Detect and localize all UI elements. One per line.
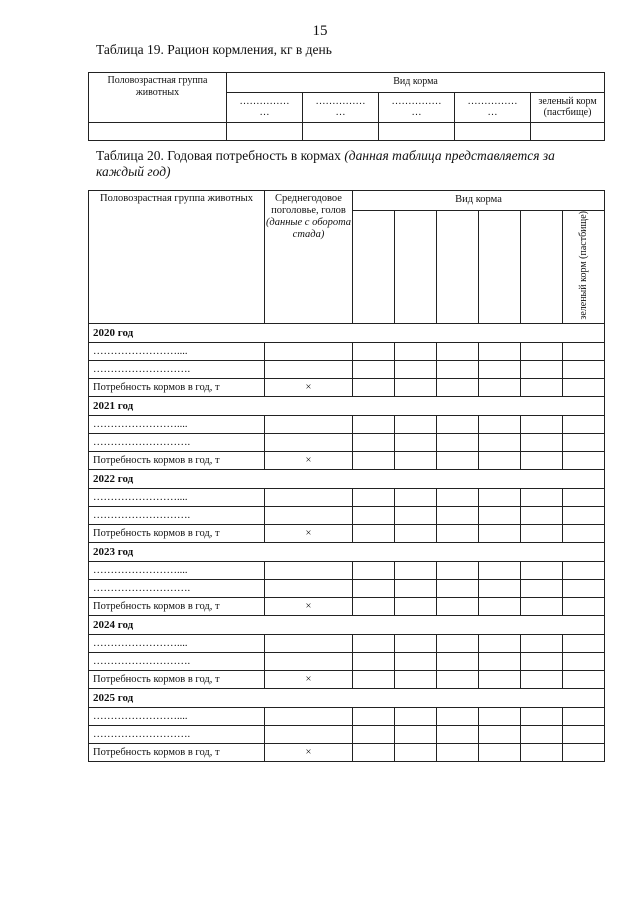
- table-cell: [395, 451, 437, 469]
- group-header: Половозрастная группа животных: [89, 73, 227, 123]
- table-cell: [265, 506, 353, 524]
- table-cell: [563, 451, 605, 469]
- table-cell: [395, 725, 437, 743]
- table-cell: [353, 652, 395, 670]
- table-cell: [563, 433, 605, 451]
- table-cell: [455, 123, 531, 141]
- feed-placeholder-1: …………… …: [227, 93, 303, 123]
- green-feed-header: зеленый корм (пастбище): [531, 93, 605, 123]
- table-cell: [521, 561, 563, 579]
- group-row-placeholder: ……………………....: [89, 561, 265, 579]
- table-cell: [395, 378, 437, 396]
- table-cell: [265, 488, 353, 506]
- table-cell: [479, 725, 521, 743]
- table-cell: [353, 360, 395, 378]
- group-row-placeholder: ……………………....: [89, 634, 265, 652]
- annual-need-label: Потребность кормов в год, т: [89, 451, 265, 469]
- table-cell: [395, 433, 437, 451]
- table-cell: [395, 360, 437, 378]
- feed-placeholder-3: …………… …: [379, 93, 455, 123]
- table-cell: [437, 211, 479, 324]
- table-cell: [563, 415, 605, 433]
- table-cell: [437, 506, 479, 524]
- annual-need-label: Потребность кормов в год, т: [89, 597, 265, 615]
- table-cell: [265, 707, 353, 725]
- table-cell: [303, 123, 379, 141]
- table-cell: [521, 670, 563, 688]
- table-cell: [521, 451, 563, 469]
- table-cell: [265, 415, 353, 433]
- table-cell: [479, 707, 521, 725]
- table-cell: [437, 433, 479, 451]
- group-row-placeholder: ……………………....: [89, 415, 265, 433]
- table-cell: [265, 360, 353, 378]
- table-cell: [479, 634, 521, 652]
- table-cell: [479, 506, 521, 524]
- cross-mark: ×: [265, 597, 353, 615]
- year-heading: 2020 год: [89, 323, 605, 342]
- table-cell: [265, 652, 353, 670]
- table-cell: [353, 506, 395, 524]
- group-row-placeholder: ……………………....: [89, 488, 265, 506]
- group-row-placeholder: ……………………….: [89, 579, 265, 597]
- year-heading: 2023 год: [89, 542, 605, 561]
- table-cell: [437, 488, 479, 506]
- table-cell: [437, 451, 479, 469]
- table-cell: [479, 652, 521, 670]
- table-cell: [437, 670, 479, 688]
- table-cell: [265, 725, 353, 743]
- table-cell: [395, 670, 437, 688]
- table-cell: [521, 342, 563, 360]
- table-cell: [521, 634, 563, 652]
- table-cell: [395, 652, 437, 670]
- table-cell: [479, 743, 521, 761]
- table-cell: [353, 342, 395, 360]
- table-cell: [437, 360, 479, 378]
- table-cell: [479, 211, 521, 324]
- table-cell: [563, 743, 605, 761]
- table-cell: [521, 743, 563, 761]
- table-cell: [353, 597, 395, 615]
- table-cell: [563, 579, 605, 597]
- feed-type-header: Вид корма: [353, 191, 605, 211]
- cross-mark: ×: [265, 451, 353, 469]
- group-row-placeholder: ……………………….: [89, 360, 265, 378]
- table-cell: [563, 652, 605, 670]
- table-cell: [437, 415, 479, 433]
- cross-mark: ×: [265, 670, 353, 688]
- table-cell: [353, 488, 395, 506]
- table-cell: [479, 433, 521, 451]
- table-cell: [89, 123, 227, 141]
- table-cell: [563, 506, 605, 524]
- annual-feed-need-table: [88, 190, 605, 762]
- table-cell: [395, 524, 437, 542]
- table-cell: [353, 451, 395, 469]
- table-cell: [479, 524, 521, 542]
- table-cell: [479, 670, 521, 688]
- table-cell: [353, 707, 395, 725]
- table-cell: [563, 378, 605, 396]
- year-heading: 2025 год: [89, 688, 605, 707]
- table-cell: [563, 561, 605, 579]
- group-row-placeholder: ……………………….: [89, 725, 265, 743]
- group-row-placeholder: ……………………....: [89, 342, 265, 360]
- table-cell: [521, 725, 563, 743]
- table-cell: [479, 561, 521, 579]
- table-cell: [479, 342, 521, 360]
- table-cell: [479, 415, 521, 433]
- table-cell: [353, 378, 395, 396]
- feed-placeholder-4: …………… …: [455, 93, 531, 123]
- group-header: Половозрастная группа животных: [89, 191, 265, 324]
- table-cell: [265, 579, 353, 597]
- table19-caption: Таблица 19. Рацион кормления, кг в день: [96, 42, 332, 57]
- table-cell: [395, 342, 437, 360]
- table-cell: [479, 579, 521, 597]
- table-cell: [479, 597, 521, 615]
- table-cell: [395, 211, 437, 324]
- table-cell: [353, 433, 395, 451]
- table20-caption: Таблица 20. Годовая потребность в кормах (данная таблица представляется за каждый год): [96, 148, 555, 179]
- table-cell: [395, 506, 437, 524]
- table-cell: [521, 524, 563, 542]
- table-cell: [521, 506, 563, 524]
- annual-need-label: Потребность кормов в год, т: [89, 378, 265, 396]
- annual-need-label: Потребность кормов в год, т: [89, 524, 265, 542]
- group-row-placeholder: ……………………....: [89, 707, 265, 725]
- table-cell: [353, 415, 395, 433]
- table-cell: [265, 634, 353, 652]
- table-cell: [395, 634, 437, 652]
- table-cell: [437, 561, 479, 579]
- annual-need-label: Потребность кормов в год, т: [89, 670, 265, 688]
- table-cell: [521, 433, 563, 451]
- table-cell: [521, 652, 563, 670]
- table-cell: [353, 725, 395, 743]
- table-cell: [395, 579, 437, 597]
- table-cell: [521, 707, 563, 725]
- group-row-placeholder: ……………………….: [89, 506, 265, 524]
- year-heading: 2022 год: [89, 469, 605, 488]
- table-cell: [521, 488, 563, 506]
- table-cell: [353, 634, 395, 652]
- table-cell: [353, 524, 395, 542]
- table-cell: [521, 211, 563, 324]
- table-cell: [437, 579, 479, 597]
- table-cell: [437, 743, 479, 761]
- year-heading: 2024 год: [89, 615, 605, 634]
- table-cell: [563, 524, 605, 542]
- table-cell: [437, 342, 479, 360]
- cross-mark: ×: [265, 524, 353, 542]
- table-cell: [479, 378, 521, 396]
- table-cell: [353, 670, 395, 688]
- feeding-ration-table: [88, 72, 605, 141]
- table-cell: [563, 707, 605, 725]
- page-number: 15: [312, 23, 328, 39]
- feed-type-header: Вид корма: [227, 73, 605, 93]
- table-cell: [395, 415, 437, 433]
- table-cell: [563, 488, 605, 506]
- table-cell: [521, 579, 563, 597]
- table-cell: [479, 488, 521, 506]
- table-cell: [563, 597, 605, 615]
- table-cell: [563, 670, 605, 688]
- group-row-placeholder: ……………………….: [89, 433, 265, 451]
- table-cell: [521, 360, 563, 378]
- table-cell: [395, 707, 437, 725]
- green-feed-header: зеленый корм (пастбище): [563, 211, 605, 324]
- table-cell: [563, 342, 605, 360]
- table-cell: [395, 488, 437, 506]
- table-cell: [437, 707, 479, 725]
- table-cell: [265, 561, 353, 579]
- table-cell: [265, 433, 353, 451]
- cross-mark: ×: [265, 743, 353, 761]
- year-heading: 2021 год: [89, 396, 605, 415]
- table-cell: [379, 123, 455, 141]
- avg-herd-header: Среднегодовое поголовье, голов (данные с оборота стада): [265, 191, 353, 324]
- table-cell: [353, 579, 395, 597]
- table-cell: [521, 378, 563, 396]
- table-cell: [395, 561, 437, 579]
- feed-placeholder-2: …………… …: [303, 93, 379, 123]
- table-cell: [395, 743, 437, 761]
- table-cell: [437, 378, 479, 396]
- table-cell: [265, 342, 353, 360]
- table-cell: [353, 743, 395, 761]
- table-cell: [437, 725, 479, 743]
- table-cell: [437, 634, 479, 652]
- table-cell: [479, 360, 521, 378]
- annual-need-label: Потребность кормов в год, т: [89, 743, 265, 761]
- cross-mark: ×: [265, 378, 353, 396]
- table-cell: [395, 597, 437, 615]
- table-cell: [563, 360, 605, 378]
- table-cell: [563, 725, 605, 743]
- table-cell: [437, 597, 479, 615]
- table-cell: [521, 415, 563, 433]
- table-cell: [521, 597, 563, 615]
- table-cell: [437, 652, 479, 670]
- table-cell: [479, 451, 521, 469]
- table-cell: [353, 211, 395, 324]
- table-cell: [437, 524, 479, 542]
- table-cell: [563, 634, 605, 652]
- table-cell: [531, 123, 605, 141]
- table-cell: [227, 123, 303, 141]
- table-cell: [353, 561, 395, 579]
- group-row-placeholder: ……………………….: [89, 652, 265, 670]
